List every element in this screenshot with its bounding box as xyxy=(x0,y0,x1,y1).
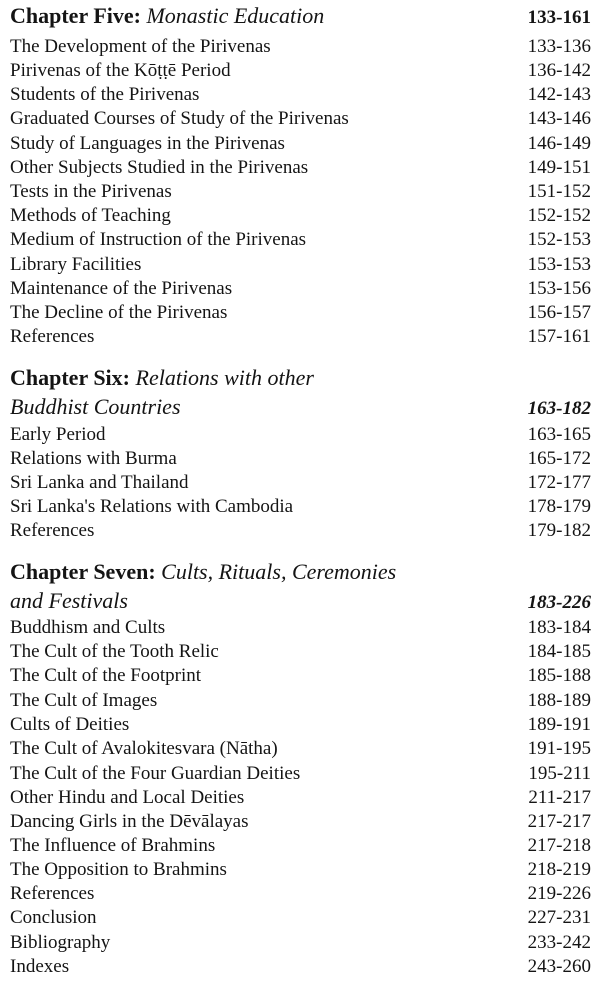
toc-entry xyxy=(10,181,591,203)
toc-entry-pages: 178-179 xyxy=(527,496,591,517)
toc-entry-pages: 217-218 xyxy=(527,835,591,856)
chapter-five-pages: 133-161 xyxy=(527,7,591,28)
toc-entry-title: The Cult of the Footprint xyxy=(10,665,202,686)
toc-entry-pages: 211-217 xyxy=(528,787,591,808)
chapter-seven-pages: 183-226 xyxy=(527,592,591,613)
chapter-five-heading xyxy=(10,3,591,29)
toc-entry xyxy=(10,859,591,881)
toc-entry-pages: 219-226 xyxy=(527,883,591,904)
toc-entry xyxy=(10,787,591,809)
toc-entry xyxy=(10,108,591,130)
toc-entry-pages: 227-231 xyxy=(527,907,591,928)
chapter-six-subtitle-line2: Buddhist Countries xyxy=(10,394,181,419)
toc-entry-pages: 163-165 xyxy=(527,424,591,445)
toc-entry xyxy=(10,665,591,687)
toc-entry xyxy=(10,133,591,155)
toc-entry xyxy=(10,60,591,82)
toc-entry-pages: 185-188 xyxy=(527,665,591,686)
toc-entry-title: Cults of Deities xyxy=(10,714,130,735)
toc-entry-pages: 233-242 xyxy=(527,932,591,953)
toc-entry-title: References xyxy=(10,520,95,541)
chapter-six-subtitle-line1: Relations with other xyxy=(135,365,314,390)
toc-entry-title: The Opposition to Brahmins xyxy=(10,859,227,880)
toc-entry-title: Dancing Girls in the Dēvālayas xyxy=(10,811,249,832)
toc-entry-pages: 153-153 xyxy=(527,254,591,275)
toc-entry xyxy=(10,763,591,785)
toc-entry-title: Early Period xyxy=(10,424,106,445)
chapter-five-title-wrap xyxy=(10,3,324,29)
toc-entry xyxy=(10,84,591,106)
toc-entry-title: Other Hindu and Local Deities xyxy=(10,787,245,808)
toc-entry xyxy=(10,835,591,857)
toc-entry-title: Medium of Instruction of the Pirivenas xyxy=(10,229,307,250)
toc-entry-pages: 165-172 xyxy=(527,448,591,469)
toc-entry xyxy=(10,520,591,542)
toc-entry xyxy=(10,811,591,833)
toc-entry-pages: 188-189 xyxy=(527,690,591,711)
toc-entry xyxy=(10,496,591,518)
toc-entry xyxy=(10,229,591,251)
toc-entry-title: The Cult of the Tooth Relic xyxy=(10,641,219,662)
toc-entry-pages: 152-152 xyxy=(527,205,591,226)
toc-entry-pages: 189-191 xyxy=(527,714,591,735)
toc-entry-pages: 146-149 xyxy=(527,133,591,154)
toc-entry xyxy=(10,424,591,446)
toc-entry xyxy=(10,738,591,760)
toc-entry xyxy=(10,883,591,905)
toc-entry-pages: 195-211 xyxy=(528,763,591,784)
toc-entry xyxy=(10,278,591,300)
toc-entry-pages: 218-219 xyxy=(527,859,591,880)
toc-entry xyxy=(10,641,591,663)
toc-entry xyxy=(10,157,591,179)
toc-entry-title: The Cult of Avalokitesvara (Nātha) xyxy=(10,738,278,759)
toc-entry-pages: 136-142 xyxy=(527,60,591,81)
toc-entry-title: Graduated Courses of Study of the Pirivenas xyxy=(10,108,349,129)
toc-entry-title: The Cult of the Four Guardian Deities xyxy=(10,763,301,784)
toc-entry-title: The Influence of Brahmins xyxy=(10,835,216,856)
chapter-seven-label: Chapter Seven: xyxy=(10,559,156,584)
toc-entry-conclusion xyxy=(10,907,591,929)
chapter-seven-subtitle-line2: and Festivals xyxy=(10,588,128,613)
toc-entry-title: Sri Lanka and Thailand xyxy=(10,472,189,493)
toc-entry-pages: 151-152 xyxy=(527,181,591,202)
toc-entry-title: Study of Languages in the Pirivenas xyxy=(10,133,285,154)
toc-entry xyxy=(10,714,591,736)
toc-entry xyxy=(10,690,591,712)
toc-entry-title: Methods of Teaching xyxy=(10,205,171,226)
toc-entry-pages: 149-151 xyxy=(527,157,591,178)
toc-entry-title: Sri Lanka's Relations with Cambodia xyxy=(10,496,294,517)
toc-entry xyxy=(10,36,591,58)
toc-entry-pages: 183-184 xyxy=(527,617,591,638)
toc-entry-bibliography xyxy=(10,932,591,954)
toc-entry xyxy=(10,448,591,470)
toc-entry-title: Conclusion xyxy=(10,907,97,928)
toc-entry-pages: 153-156 xyxy=(527,278,591,299)
chapter-six-title-wrap xyxy=(10,365,314,391)
toc-entry xyxy=(10,617,591,639)
toc-entry-title: The Decline of the Pirivenas xyxy=(10,302,228,323)
toc-entry xyxy=(10,302,591,324)
chapter-five-label: Chapter Five: xyxy=(10,3,141,28)
toc-entry-title: Students of the Pirivenas xyxy=(10,84,200,105)
chapter-seven-heading-continued xyxy=(10,588,591,614)
toc-entry-title: Indexes xyxy=(10,956,70,977)
toc-entry-pages: 157-161 xyxy=(527,326,591,347)
toc-entry xyxy=(10,472,591,494)
toc-entry-pages: 243-260 xyxy=(527,956,591,977)
toc-entry-title: Relations with Burma xyxy=(10,448,177,469)
toc-entry-pages: 156-157 xyxy=(527,302,591,323)
toc-entry-title: Bibliography xyxy=(10,932,111,953)
toc-entry-pages: 152-153 xyxy=(527,229,591,250)
toc-entry xyxy=(10,326,591,348)
toc-entry-title: Other Subjects Studied in the Pirivenas xyxy=(10,157,309,178)
chapter-seven-title-wrap xyxy=(10,559,396,585)
toc-entry-title: Library Facilities xyxy=(10,254,142,275)
toc-entry-pages: 142-143 xyxy=(527,84,591,105)
chapter-six-label: Chapter Six: xyxy=(10,365,130,390)
toc-entry-title: Buddhism and Cults xyxy=(10,617,166,638)
toc-entry-title: References xyxy=(10,326,95,347)
toc-entry-pages: 217-217 xyxy=(527,811,591,832)
chapter-six-heading xyxy=(10,365,591,391)
toc-entry-pages: 191-195 xyxy=(527,738,591,759)
toc-entry xyxy=(10,254,591,276)
toc-entry-title: The Cult of Images xyxy=(10,690,158,711)
toc-entry-pages: 143-146 xyxy=(527,108,591,129)
chapter-five-subtitle: Monastic Education xyxy=(146,3,325,28)
chapter-seven-heading xyxy=(10,559,591,585)
toc-entry-indexes xyxy=(10,956,591,978)
toc-entry xyxy=(10,205,591,227)
chapter-seven-subtitle-line1: Cults, Rituals, Ceremonies xyxy=(161,559,397,584)
toc-entry-pages: 179-182 xyxy=(527,520,591,541)
toc-entry-pages: 184-185 xyxy=(527,641,591,662)
chapter-six-pages: 163-182 xyxy=(527,398,591,419)
toc-entry-title: References xyxy=(10,883,95,904)
toc-entry-title: Pirivenas of the Kōṭṭē Period xyxy=(10,60,231,81)
chapter-six-heading-continued xyxy=(10,394,591,420)
toc-entry-title: Tests in the Pirivenas xyxy=(10,181,172,202)
toc-entry-pages: 133-136 xyxy=(527,36,591,57)
toc-entry-pages: 172-177 xyxy=(527,472,591,493)
toc-entry-title: Maintenance of the Pirivenas xyxy=(10,278,233,299)
toc-entry-title: The Development of the Pirivenas xyxy=(10,36,271,57)
